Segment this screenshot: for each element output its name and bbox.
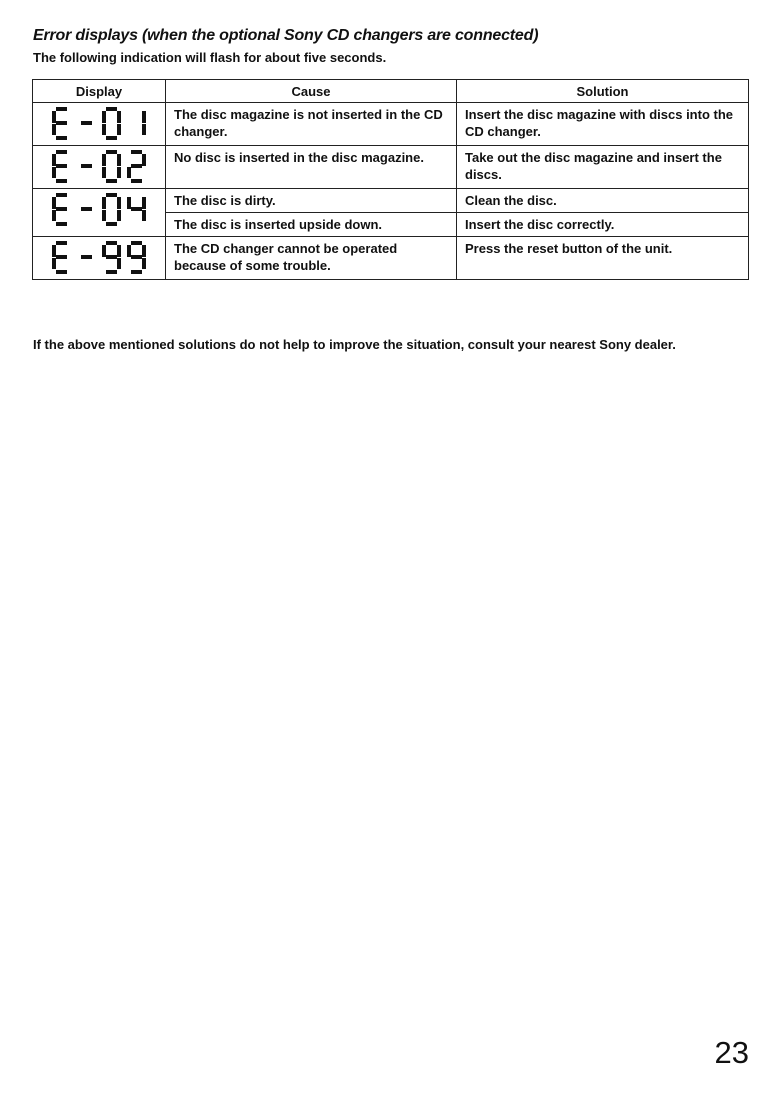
segment: [106, 179, 117, 183]
table-row: [33, 189, 749, 213]
segment: [127, 245, 131, 257]
segment: [56, 270, 67, 274]
segment: [106, 136, 117, 140]
segment: [142, 245, 146, 257]
segment: [81, 121, 92, 125]
segment: [81, 255, 92, 259]
segment: [52, 210, 56, 221]
segment: [142, 124, 146, 135]
segment: [56, 121, 67, 125]
seven-segment-code: [49, 240, 149, 276]
cause-cell: The disc is dirty.: [166, 189, 457, 213]
segment: [102, 167, 106, 178]
segment: [56, 255, 67, 259]
segment: [56, 107, 67, 111]
display-cell-e04: [33, 189, 166, 237]
column-header-display: Display: [33, 80, 166, 103]
table-row: [33, 146, 749, 189]
segment: [102, 197, 106, 209]
segment: [131, 255, 142, 259]
segment: [117, 197, 121, 209]
segment: [142, 258, 146, 269]
segment: [52, 124, 56, 135]
table-row: [33, 103, 749, 146]
segment: [106, 193, 117, 197]
segment: [81, 207, 92, 211]
seven-segment-code: [49, 106, 149, 142]
segment: [52, 111, 56, 123]
segment: [106, 107, 117, 111]
segment: [102, 210, 106, 221]
segment: [127, 167, 131, 178]
cause-cell: The CD changer cannot be operated because of some trouble.: [166, 237, 457, 280]
solution-cell: Insert the disc correctly.: [457, 213, 749, 237]
segment: [142, 111, 146, 123]
segment: [106, 270, 117, 274]
seven-segment-code: [49, 192, 149, 228]
section-heading: Error displays (when the optional Sony CD changers are connected): [33, 27, 539, 44]
segment: [127, 197, 131, 209]
segment: [102, 154, 106, 166]
segment: [131, 179, 142, 183]
segment: [56, 222, 67, 226]
segment: [106, 150, 117, 154]
segment: [52, 258, 56, 269]
segment: [56, 207, 67, 211]
display-cell-e01: [33, 103, 166, 146]
segment: [102, 124, 106, 135]
segment: [56, 164, 67, 168]
segment: [142, 210, 146, 221]
segment: [142, 197, 146, 209]
segment: [131, 270, 142, 274]
segment: [56, 136, 67, 140]
segment: [56, 179, 67, 183]
segment: [131, 207, 142, 211]
segment: [131, 241, 142, 245]
display-cell-e99: [33, 237, 166, 280]
page-number: 23: [714, 1035, 749, 1070]
cause-cell: No disc is inserted in the disc magazine.: [166, 146, 457, 189]
footer-note: If the above mentioned solutions do not help to improve the situation, consult your nearest Sony dealer.: [33, 337, 676, 352]
solution-cell: Press the reset button of the unit.: [457, 237, 749, 280]
segment: [106, 255, 117, 259]
display-cell-e02: [33, 146, 166, 189]
segment: [117, 245, 121, 257]
segment: [52, 167, 56, 178]
segment: [102, 111, 106, 123]
segment: [56, 193, 67, 197]
segment: [106, 241, 117, 245]
segment: [106, 222, 117, 226]
solution-cell: Take out the disc magazine and insert the discs.: [457, 146, 749, 189]
table-row: [33, 237, 749, 280]
cause-cell: The disc magazine is not inserted in the CD changer.: [166, 103, 457, 146]
table-header-row: [33, 80, 749, 103]
segment: [56, 150, 67, 154]
segment: [52, 154, 56, 166]
segment: [52, 197, 56, 209]
intro-text: The following indication will flash for about five seconds.: [33, 50, 387, 65]
cause-cell: The disc is inserted upside down.: [166, 213, 457, 237]
column-header-solution: Solution: [457, 80, 749, 103]
segment: [142, 154, 146, 166]
segment: [117, 167, 121, 178]
segment: [117, 111, 121, 123]
segment: [117, 258, 121, 269]
segment: [117, 210, 121, 221]
solution-cell: Insert the disc magazine with discs into the CD changer.: [457, 103, 749, 146]
segment: [117, 124, 121, 135]
segment: [102, 245, 106, 257]
segment: [52, 245, 56, 257]
seven-segment-code: [49, 149, 149, 185]
column-header-cause: Cause: [166, 80, 457, 103]
segment: [131, 164, 142, 168]
segment: [81, 164, 92, 168]
segment: [56, 241, 67, 245]
segment: [117, 154, 121, 166]
error-display-table: [32, 79, 749, 280]
segment: [131, 150, 142, 154]
solution-cell: Clean the disc.: [457, 189, 749, 213]
